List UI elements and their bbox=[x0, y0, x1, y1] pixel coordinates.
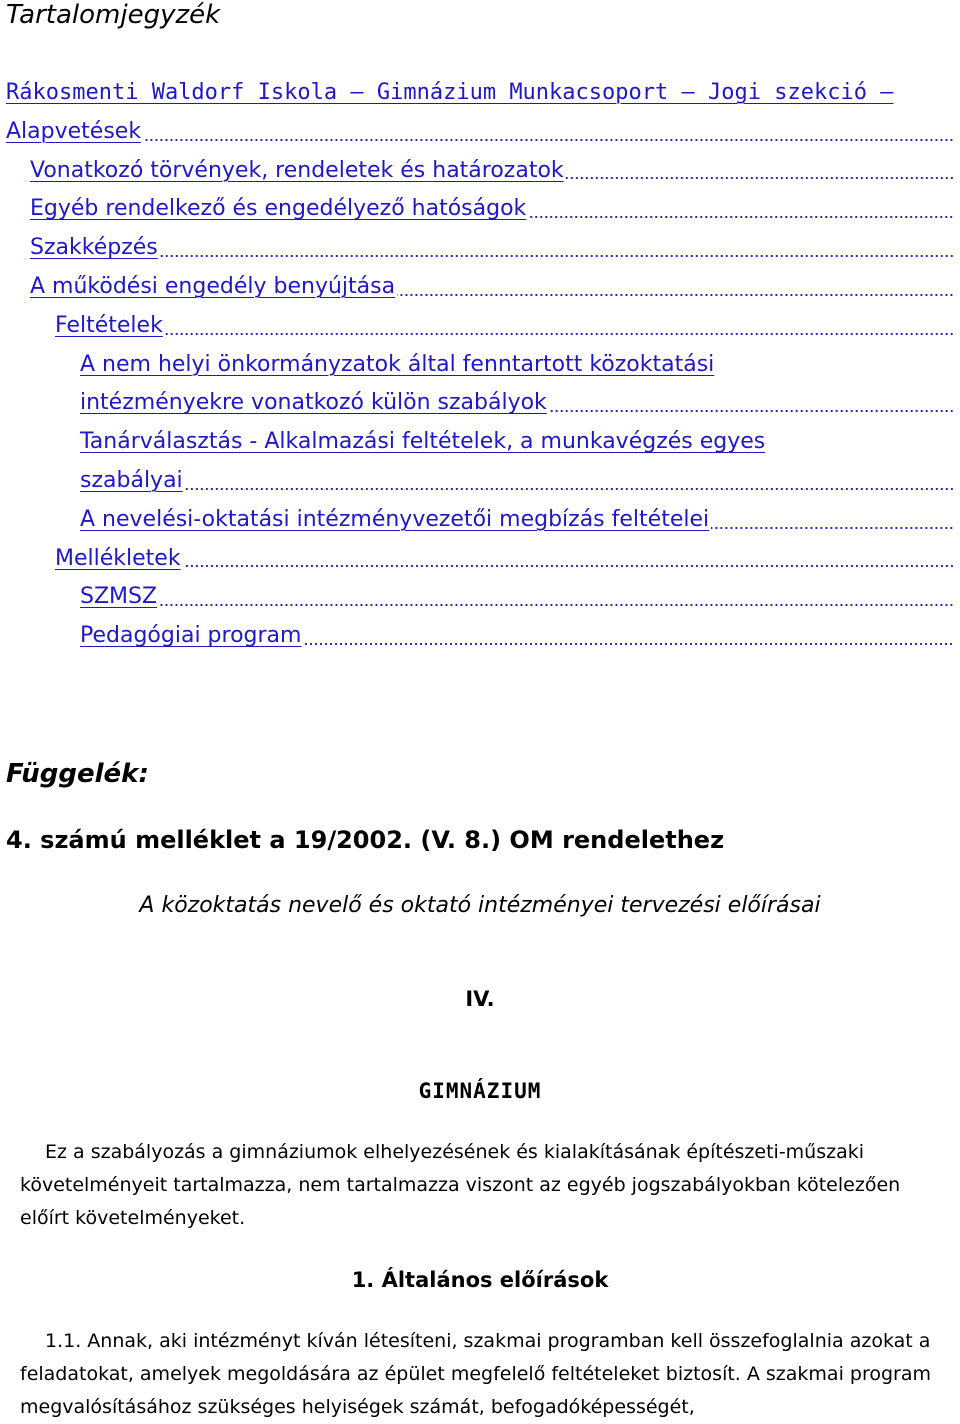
toc-entry[interactable] bbox=[0, 384, 960, 423]
toc-title: Tartalomjegyzék bbox=[6, 0, 221, 30]
dot-leader bbox=[303, 643, 954, 645]
subsection-heading: 1. Általános előírások bbox=[351, 1268, 609, 1292]
toc-entry[interactable] bbox=[0, 578, 960, 617]
toc-entry[interactable] bbox=[0, 152, 960, 191]
document-subtitle: A közoktatás nevelő és oktató intézményei tervezési előírásai bbox=[139, 893, 821, 918]
dot-leader bbox=[165, 333, 954, 335]
toc-entry[interactable] bbox=[0, 423, 960, 462]
dot-leader bbox=[528, 216, 954, 218]
dot-leader bbox=[183, 565, 954, 567]
toc-entry-label: A működési engedély benyújtása bbox=[30, 273, 396, 299]
toc-entry-label: A nevelési-oktatási intézményvezetői megbízás feltételei bbox=[80, 506, 710, 532]
body-paragraph: 1.1. Annak, aki intézményt kíván létesíteni, szakmai programban kell összefoglalnia azokat a feladatokat, amelyek megoldására az épület megfelelő feltételeket biztosít. A szakmai program megvalósításához szükséges helyiségek számát, befogadóképességét, bbox=[20, 1330, 931, 1418]
toc-entry-label: Mellékletek bbox=[55, 545, 181, 571]
intro-paragraph: Ez a szabályozás a gimnáziumok elhelyezésének és kialakításának építészeti-műszaki követelményeit tartalmazza, nem tartalmazza viszont az egyéb jogszabályokban kötelezően előírt követelményeket. bbox=[20, 1141, 901, 1229]
dot-leader bbox=[185, 488, 954, 490]
toc-entry[interactable] bbox=[0, 617, 960, 656]
dot-leader bbox=[160, 255, 954, 257]
toc-entry-label: SZMSZ bbox=[80, 584, 158, 610]
dot-leader bbox=[143, 139, 954, 141]
toc-entry[interactable] bbox=[0, 190, 960, 229]
dot-leader bbox=[711, 527, 954, 529]
chapter-number: IV. bbox=[465, 987, 495, 1011]
dot-leader bbox=[159, 604, 954, 606]
toc-entry-label: Rákosmenti Waldorf Iskola – Gimnázium Munkacsoport – Jogi szekció – bbox=[6, 80, 894, 105]
toc-entry-label: intézményekre vonatkozó külön szabályok bbox=[80, 390, 547, 416]
toc-entry[interactable] bbox=[0, 462, 960, 501]
toc-entry[interactable] bbox=[0, 74, 960, 113]
toc-entry[interactable] bbox=[0, 501, 960, 540]
toc-entry[interactable] bbox=[0, 540, 960, 579]
appendix-title: Függelék: bbox=[6, 759, 149, 789]
table-of-contents bbox=[0, 74, 960, 656]
toc-entry[interactable] bbox=[0, 113, 960, 152]
dot-leader bbox=[566, 177, 954, 179]
toc-entry-label: Vonatkozó törvények, rendeletek és határozatok bbox=[30, 157, 564, 183]
toc-entry[interactable] bbox=[0, 229, 960, 268]
decree-reference: 4. számú melléklet a 19/2002. (V. 8.) OM rendelethez bbox=[6, 826, 725, 854]
toc-entry-label: Egyéb rendelkező és engedélyező hatóságok bbox=[30, 196, 527, 222]
dot-leader bbox=[549, 410, 954, 412]
toc-entry[interactable] bbox=[0, 268, 960, 307]
toc-entry-label: szabályai bbox=[80, 467, 183, 493]
toc-entry-label: Pedagógiai program bbox=[80, 623, 302, 649]
toc-entry-label: Alapvetések bbox=[6, 118, 142, 144]
toc-entry[interactable] bbox=[0, 307, 960, 346]
toc-entry-label: Szakképzés bbox=[30, 235, 158, 261]
toc-entry-label: A nem helyi önkormányzatok által fenntartott közoktatási bbox=[80, 351, 715, 377]
section-heading: GIMNÁZIUM bbox=[418, 1079, 542, 1103]
toc-entry-label: Feltételek bbox=[55, 312, 163, 338]
toc-entry[interactable] bbox=[0, 346, 960, 385]
dot-leader bbox=[397, 294, 954, 296]
toc-entry-label: Tanárválasztás - Alkalmazási feltételek, a munkavégzés egyes bbox=[80, 429, 766, 455]
